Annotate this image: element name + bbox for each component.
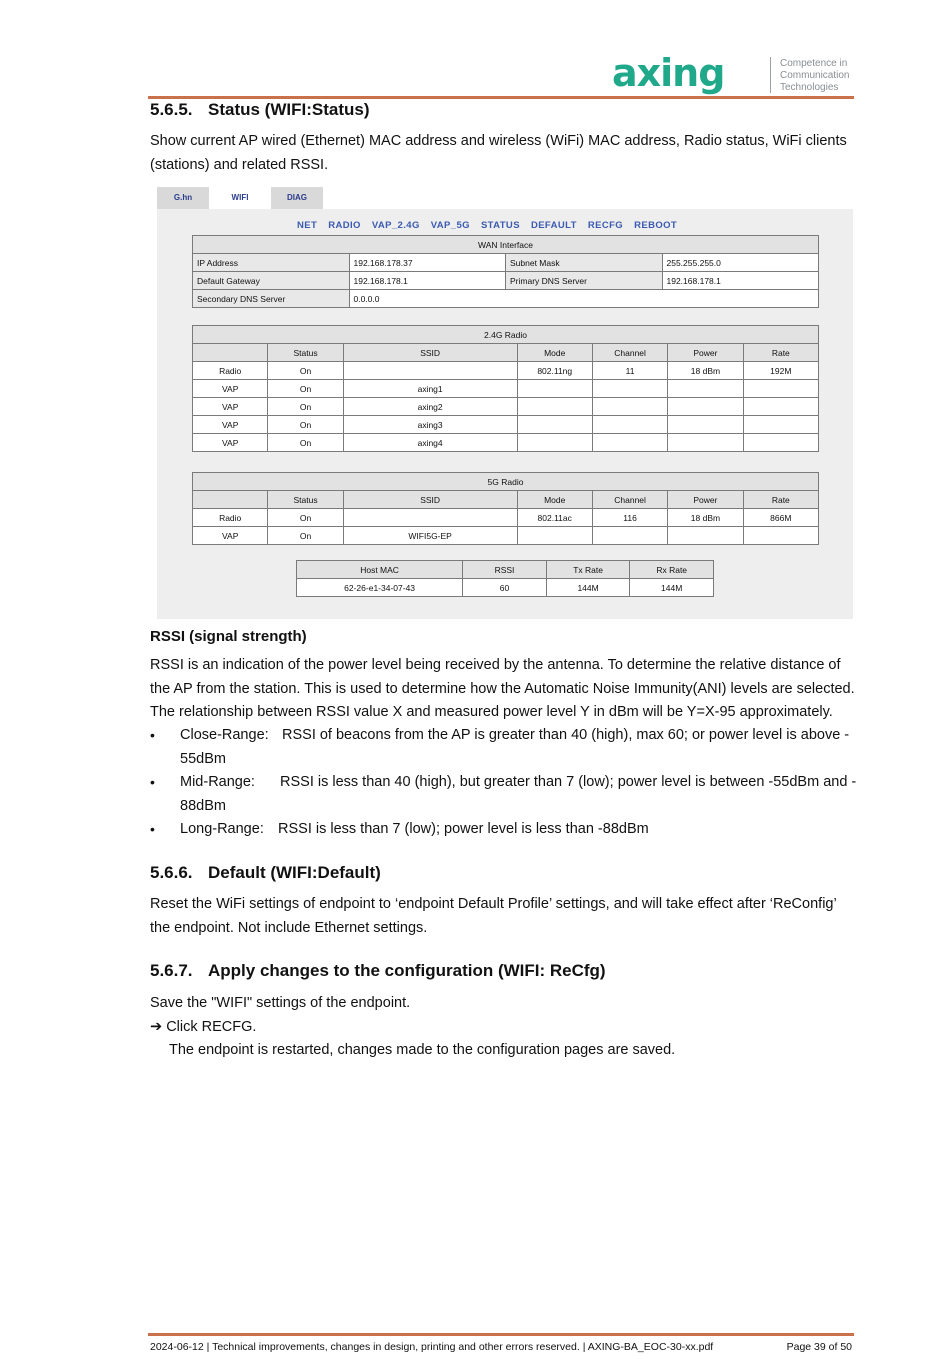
subnav-net[interactable]: NET — [297, 220, 318, 231]
table-cell — [668, 416, 742, 433]
wifi-subnav — [297, 220, 688, 231]
tagline-line: Technologies — [780, 82, 839, 93]
table-cell: On — [268, 416, 342, 433]
table-header — [193, 344, 267, 361]
table-row — [193, 416, 818, 433]
table-cell: Primary DNS Server — [506, 272, 662, 289]
wifi-panel — [157, 209, 853, 619]
range-term: Mid-Range: — [180, 774, 255, 790]
text-line: Show current AP wired (Ethernet) MAC address and wireless (WiFi) MAC address, Radio status, WiFi clients — [150, 133, 847, 149]
footer-rule — [148, 1333, 854, 1336]
table-cell: On — [268, 527, 342, 544]
section-heading-5-6-6 — [150, 863, 381, 883]
default-paragraph — [150, 893, 854, 940]
table-cell — [593, 434, 667, 451]
table-row — [193, 380, 818, 397]
table-cell: WIFI5G-EP — [344, 527, 517, 544]
clients-table — [296, 560, 714, 597]
subnav-reboot[interactable]: REBOOT — [634, 220, 678, 231]
table-header — [193, 491, 267, 508]
table-header: Status — [268, 491, 342, 508]
table-cell: 116 — [593, 509, 667, 526]
header-rule — [148, 96, 854, 99]
table-row — [193, 398, 818, 415]
table-cell — [744, 434, 818, 451]
table-header: SSID — [344, 491, 517, 508]
table-header: Rate — [744, 491, 818, 508]
table-row — [193, 434, 818, 451]
range-text: RSSI is less than 40 (high), but greater than 7 (low); power level is between -55dBm and - — [280, 774, 857, 790]
axing-logo — [612, 55, 852, 95]
table-cell: VAP — [193, 434, 267, 451]
table-title: 2.4G Radio — [193, 326, 818, 343]
table-cell: axing1 — [344, 380, 517, 397]
table-cell: 60 — [463, 579, 546, 596]
range-text: RSSI of beacons from the AP is greater than 40 (high), max 60; or power level is above - — [282, 727, 850, 743]
footer-left: 2024-06-12 | Technical improvements, changes in design, printing and other errors reserved. | AXING-BA_EOC-30-xx.pdf — [150, 1341, 714, 1353]
table-cell: VAP — [193, 398, 267, 415]
text-line: the AP from the station. This is used to determine how the Automatic Noise Immunity(ANI) levels are selected. — [150, 680, 855, 697]
table-cell — [518, 434, 592, 451]
range-text: RSSI is less than 7 (low); power level is less than -88dBm — [278, 821, 649, 837]
table-cell: 62-26-e1-34-07-43 — [297, 579, 462, 596]
table-header: RSSI — [463, 561, 546, 578]
arrow-right-icon: ➔ — [150, 1018, 163, 1035]
subnav-vap-24g[interactable]: VAP_2.4G — [371, 220, 420, 231]
tagline-line: Competence in — [780, 58, 848, 69]
table-cell: 18 dBm — [668, 509, 742, 526]
subnav-recfg[interactable]: RECFG — [587, 220, 624, 231]
table-cell: On — [268, 362, 342, 379]
table-row — [193, 509, 818, 526]
rssi-paragraph — [150, 654, 854, 725]
table-cell: axing3 — [344, 416, 517, 433]
table-header: Tx Rate — [547, 561, 630, 578]
text-line: RSSI is an indication of the power level being received by the antenna. To determine the relative distance of — [150, 657, 841, 673]
table-cell — [344, 509, 517, 526]
tagline-line: Communication — [780, 70, 850, 81]
table-cell: On — [268, 509, 342, 526]
brand-wordmark: axing — [612, 55, 725, 95]
table-cell — [518, 416, 592, 433]
table-cell — [518, 380, 592, 397]
range-text: 55dBm — [180, 750, 226, 767]
rssi-heading: RSSI (signal strength) — [150, 628, 307, 645]
table-cell: On — [268, 398, 342, 415]
radio-24g-table — [192, 325, 819, 452]
table-cell: axing2 — [344, 398, 517, 415]
section-title: Apply changes to the configuration (WIFI: ReCfg) — [208, 961, 606, 980]
table-header: Mode — [518, 491, 592, 508]
table-header: Power — [668, 344, 742, 361]
table-cell — [593, 398, 667, 415]
table-cell: 0.0.0.0 — [350, 290, 819, 307]
list-item — [150, 771, 857, 818]
recfg-paragraph — [150, 992, 854, 1063]
step-text: Click RECFG. — [166, 1018, 257, 1035]
table-cell: 192.168.178.37 — [350, 254, 506, 271]
table-header: Mode — [518, 344, 592, 361]
subnav-vap-5g[interactable]: VAP_5G — [430, 220, 470, 231]
text-line: Save the "WIFI" settings of the endpoint. — [150, 995, 411, 1011]
wan-interface-table — [192, 235, 819, 308]
table-cell — [668, 398, 742, 415]
table-cell: axing4 — [344, 434, 517, 451]
table-cell: VAP — [193, 380, 267, 397]
axing-wordmark-icon — [612, 55, 770, 95]
section-heading-5-6-7 — [150, 961, 606, 981]
section-intro — [150, 130, 854, 177]
subnav-default[interactable]: DEFAULT — [530, 220, 577, 231]
table-cell — [744, 398, 818, 415]
table-title: WAN Interface — [193, 236, 818, 253]
table-cell: Secondary DNS Server — [193, 290, 349, 307]
section-title: Status (WIFI:Status) — [208, 100, 370, 119]
table-cell — [744, 380, 818, 397]
table-header: Power — [668, 491, 742, 508]
table-cell: 255.255.255.0 — [663, 254, 819, 271]
table-cell — [744, 416, 818, 433]
table-header: Channel — [593, 491, 667, 508]
table-cell — [518, 527, 592, 544]
table-cell: 802.11ac — [518, 509, 592, 526]
table-cell — [744, 527, 818, 544]
table-cell: 192M — [744, 362, 818, 379]
text-line: Reset the WiFi settings of endpoint to ‘endpoint Default Profile’ settings, and will take effect after ‘ReConfig’ — [150, 896, 837, 912]
table-cell — [518, 398, 592, 415]
range-term: Close-Range: — [180, 727, 269, 743]
tab-diag[interactable]: DIAG — [271, 187, 323, 209]
table-header: Host MAC — [297, 561, 462, 578]
step-line — [150, 1016, 854, 1040]
table-cell: 192.168.178.1 — [663, 272, 819, 289]
table-cell: 192.168.178.1 — [350, 272, 506, 289]
list-item — [150, 724, 854, 771]
table-cell — [593, 380, 667, 397]
table-cell — [344, 362, 517, 379]
text-line: The relationship between RSSI value X and measured power level Y in dBm will be Y=X-95 approximately. — [150, 704, 833, 720]
table-header: Channel — [593, 344, 667, 361]
section-number: 5.6.6. — [150, 863, 193, 882]
table-row — [297, 579, 713, 596]
table-cell: VAP — [193, 416, 267, 433]
table-cell — [593, 416, 667, 433]
table-cell: Subnet Mask — [506, 254, 662, 271]
table-header: Rate — [744, 344, 818, 361]
table-cell: 802.11ng — [518, 362, 592, 379]
range-term: Long-Range: — [180, 821, 264, 837]
wifi-status-screenshot — [157, 187, 853, 619]
table-cell: 18 dBm — [668, 362, 742, 379]
page-number: Page 39 of 50 — [786, 1341, 852, 1353]
tab-ghn[interactable]: G.hn — [157, 187, 209, 209]
section-title: Default (WIFI:Default) — [208, 863, 381, 882]
table-row — [193, 362, 818, 379]
table-row — [193, 527, 818, 544]
table-header: Rx Rate — [630, 561, 713, 578]
table-title: 5G Radio — [193, 473, 818, 490]
range-list — [150, 724, 857, 842]
text-line: the endpoint. Not include Ethernet settings. — [150, 919, 428, 936]
logo-divider — [770, 57, 771, 93]
section-number: 5.6.7. — [150, 961, 193, 980]
section-heading-5-6-5 — [150, 100, 370, 120]
table-header: Status — [268, 344, 342, 361]
table-cell — [668, 380, 742, 397]
radio-5g-table — [192, 472, 819, 545]
range-text: 88dBm — [180, 797, 226, 814]
text-line: (stations) and related RSSI. — [150, 156, 329, 173]
subnav-status[interactable]: STATUS — [480, 220, 520, 231]
table-cell: Radio — [193, 509, 267, 526]
subnav-radio[interactable]: RADIO — [328, 220, 361, 231]
table-cell: IP Address — [193, 254, 349, 271]
table-cell: 11 — [593, 362, 667, 379]
table-cell: Default Gateway — [193, 272, 349, 289]
table-cell — [668, 434, 742, 451]
list-item — [150, 818, 854, 842]
section-number: 5.6.5. — [150, 100, 193, 119]
table-cell: 144M — [547, 579, 630, 596]
tab-wifi[interactable]: WIFI — [214, 187, 266, 209]
table-header: SSID — [344, 344, 517, 361]
tagline — [780, 58, 849, 94]
table-cell: On — [268, 380, 342, 397]
table-cell — [668, 527, 742, 544]
table-cell: 144M — [630, 579, 713, 596]
table-cell: 866M — [744, 509, 818, 526]
table-cell: VAP — [193, 527, 267, 544]
result-text: The endpoint is restarted, changes made to the configuration pages are saved. — [169, 1042, 676, 1058]
table-cell — [593, 527, 667, 544]
table-cell: Radio — [193, 362, 267, 379]
table-cell: On — [268, 434, 342, 451]
